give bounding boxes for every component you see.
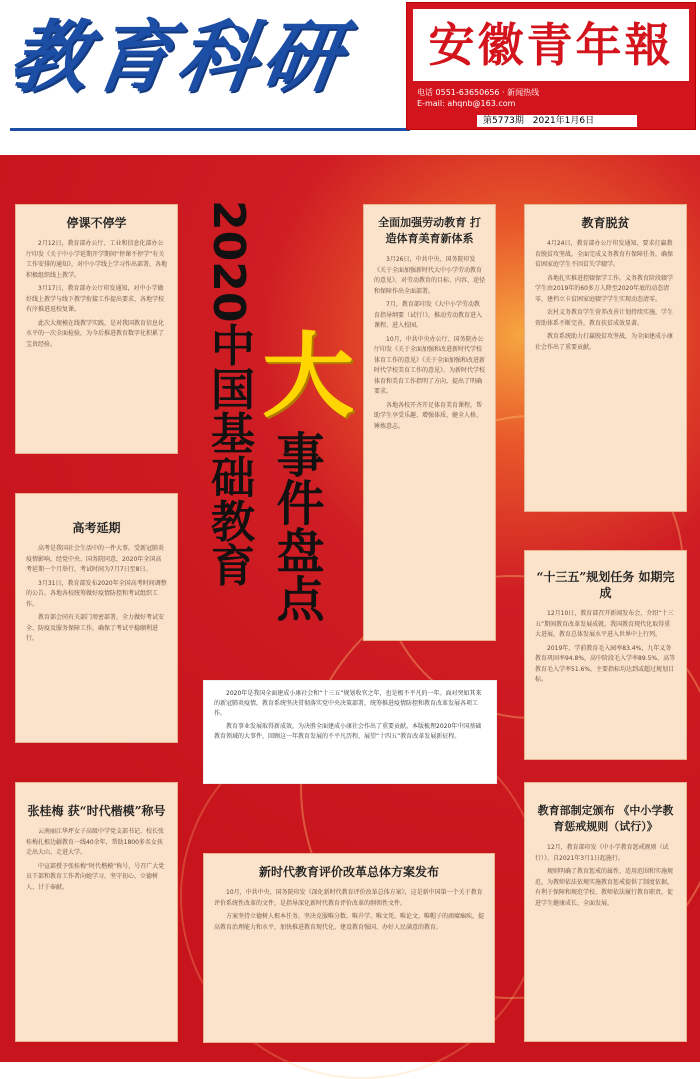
article-paragraph: 10月，中共中央办公厅、国务院办公厅印发《关于全面加强和改进新时代学校体育工作的意见》《关于全面加强和改进新时代学校美育工作的意见》，为新时代学校体育和美育工作指明了方向，提出了明确要求。: [374, 335, 486, 395]
article-paragraph: 此次大规模在线教学实践，是对我国教育信息化水平的一次全面检验，为今后推进教育数字化积累了宝贵经验。: [26, 319, 165, 348]
article-paragraph: 3月31日，教育部发布2020年全国高考时间调整的公告。各地各校统筹做好疫情防控和考试组织工作。: [26, 579, 167, 608]
article-title: 张桂梅 获“时代楷模”称号: [27, 804, 166, 818]
intro-paragraph: 2020年是我国全面建成小康社会和“十三五”规划收官之年，也是极不平凡的一年。面对突如其来的新冠肺炎疫情，教育系统坚决贯彻落实党中央决策部署，统筹推进疫情防控和教育改革发展各项工作。: [214, 690, 482, 717]
article-paragraph: 3月17日，教育部办公厅印发通知，对中小学做好线上教学与线下教学衔接工作提出要求，各地学校有序推进返校复课。: [26, 285, 165, 313]
feature-headline-sub: 事件盘点: [268, 430, 324, 622]
article-panel: [363, 204, 496, 641]
article-paragraph: 云南丽江华坪女子高级中学党支部书记、校长张桂梅扎根边疆教育一线40余年，帮助1800多名女孩走出大山、走进大学。: [26, 828, 165, 856]
article-title: 教育部制定颁布 《中小学教育惩戒规则（试行）》: [537, 804, 674, 833]
masthead: [3, 2, 400, 120]
article-title: 新时代教育评价改革总体方案发布: [258, 865, 439, 879]
article-panel: [203, 853, 495, 1043]
article-paragraph: 规则明确了教育惩戒的属性、适用范围和实施规范，为教师依法依规实施教育惩戒提供了制度依据，有利于保障和规范学校、教师依法履行教育职责，促进学生健康成长、全面发展。: [535, 868, 674, 907]
article-paragraph: 教育部会同有关部门周密部署，全力做好考试安全、防疫及服务保障工作，确保了考试平稳顺利进行。: [26, 614, 165, 642]
article-paragraph: 7月，教育部印发《大中小学劳动教育指导纲要（试行）》，推动劳动教育进入课程、进入校园。: [374, 301, 483, 329]
article-paragraph: 12月，教育部印发《中小学教育惩戒规则（试行）》，自2021年3月1日起施行。: [535, 844, 669, 862]
article-paragraph: 3月26日，中共中央、国务院印发《关于全面加强新时代大中小学劳动教育的意见》，对劳动教育的目标、内容、途径和保障作出全面部署。: [374, 256, 486, 295]
contact-info: 电话 0551-63650656 · 新闻热线: [417, 88, 540, 97]
article-panel: [524, 204, 687, 512]
intro-paragraph: 教育事业发展取得新成效，为决胜全面建成小康社会作出了重要贡献。本版梳理2020年中国基础教育领域的大事件，回顾这一年教育发展的不平凡历程，展望“十四五”教育改革发展新征程。: [214, 723, 482, 740]
article-paragraph: 2019年，学前教育毛入园率83.4%，九年义务教育巩固率94.8%，高中阶段毛入学率89.5%，高等教育毛入学率51.6%，主要指标均达到或超过规划目标。: [535, 644, 676, 683]
article-panel: [15, 493, 178, 743]
article-panel: [15, 204, 178, 454]
article-panel: [524, 550, 687, 760]
article-panel: [524, 782, 687, 1042]
article-paragraph: 10月，中共中央、国务院印发《深化新时代教育评价改革总体方案》，这是新中国第一个关于教育评价系统性改革的文件，是指导深化新时代教育评价改革的纲领性文件。: [214, 889, 483, 907]
article-paragraph: 4月24日，教育部办公厅印发通知，要求打赢教育脱贫攻坚战，全面完成义务教育有保障任务，确保贫困家庭学生不因贫失学辍学。: [535, 240, 674, 268]
article-paragraph: 教育系统助力打赢脱贫攻坚战，为全面建成小康社会作出了重要贡献。: [535, 333, 674, 351]
article-paragraph: 12月10日，教育部召开新闻发布会，介绍“十三五”期间教育改革发展成就。我国教育现代化取得重大进展，教育总体发展水平进入世界中上行列。: [535, 610, 674, 638]
newspaper-name: 安徽青年報: [428, 18, 674, 72]
article-paragraph: 2月12日，教育部办公厅、工业和信息化部办公厅印发《关于中小学延期开学期间“停课不停学”有关工作安排的通知》，对中小学线上学习作出部署，各地积极组织线上教学。: [26, 240, 168, 279]
email-info: E-mail: ahqnb@163.com: [417, 99, 516, 108]
article-title: 停课不停学: [66, 216, 127, 230]
newspaper-nameplate: [406, 2, 696, 130]
article-paragraph: 各地扎实推进控辍保学工作，义务教育阶段辍学学生由2019年的60多万人降至2020年底的动态清零，建档立卡贫困家庭辍学学生实现动态清零。: [535, 274, 674, 303]
article-title: “十三五”规划任务 如期完成: [536, 570, 675, 600]
masthead-title: 教育科研: [3, 12, 353, 103]
feature-headline: 2020中国基础教育: [203, 200, 254, 587]
article-paragraph: 农村义务教育学生营养改善计划持续实施，学生资助体系不断完善，教育扶贫成效显著。: [535, 309, 674, 327]
issue-bar: [477, 115, 637, 127]
article-title: 高考延期: [72, 521, 121, 535]
issue-date: 2021年1月6日: [532, 116, 595, 126]
issue-number: 第5773期: [483, 116, 524, 126]
article-paragraph: 高考是我国社会生活中的一件大事。受新冠肺炎疫情影响，经党中央、国务院同意，2020年全国高考延期一个月举行，考试时间为7月7日至8日。: [26, 545, 165, 573]
intro-box: [203, 680, 497, 784]
article-paragraph: 方案坚持立德树人根本任务，坚决克服唯分数、唯升学、唯文凭、唯论文、唯帽子的顽瘴痼疾，提高教育治理能力和水平，加快推进教育现代化、建设教育强国、办好人民满意的教育。: [214, 913, 485, 931]
article-title: 全面加强劳动教育 打造体育美育新体系: [378, 216, 481, 245]
feature-headline-highlight: 大: [261, 323, 354, 430]
article-title: 教育脱贫: [581, 216, 630, 230]
article-paragraph: 各地各校开齐开足体育美育课程，帮助学生享受乐趣、增强体质、健全人格、锤炼意志。: [374, 401, 483, 430]
article-paragraph: 中宣部授予张桂梅“时代楷模”称号，号召广大党员干部和教育工作者向她学习，坚守初心、立德树人、甘于奉献。: [26, 862, 165, 891]
article-panel: [15, 782, 178, 1042]
masthead-divider: [10, 128, 410, 131]
